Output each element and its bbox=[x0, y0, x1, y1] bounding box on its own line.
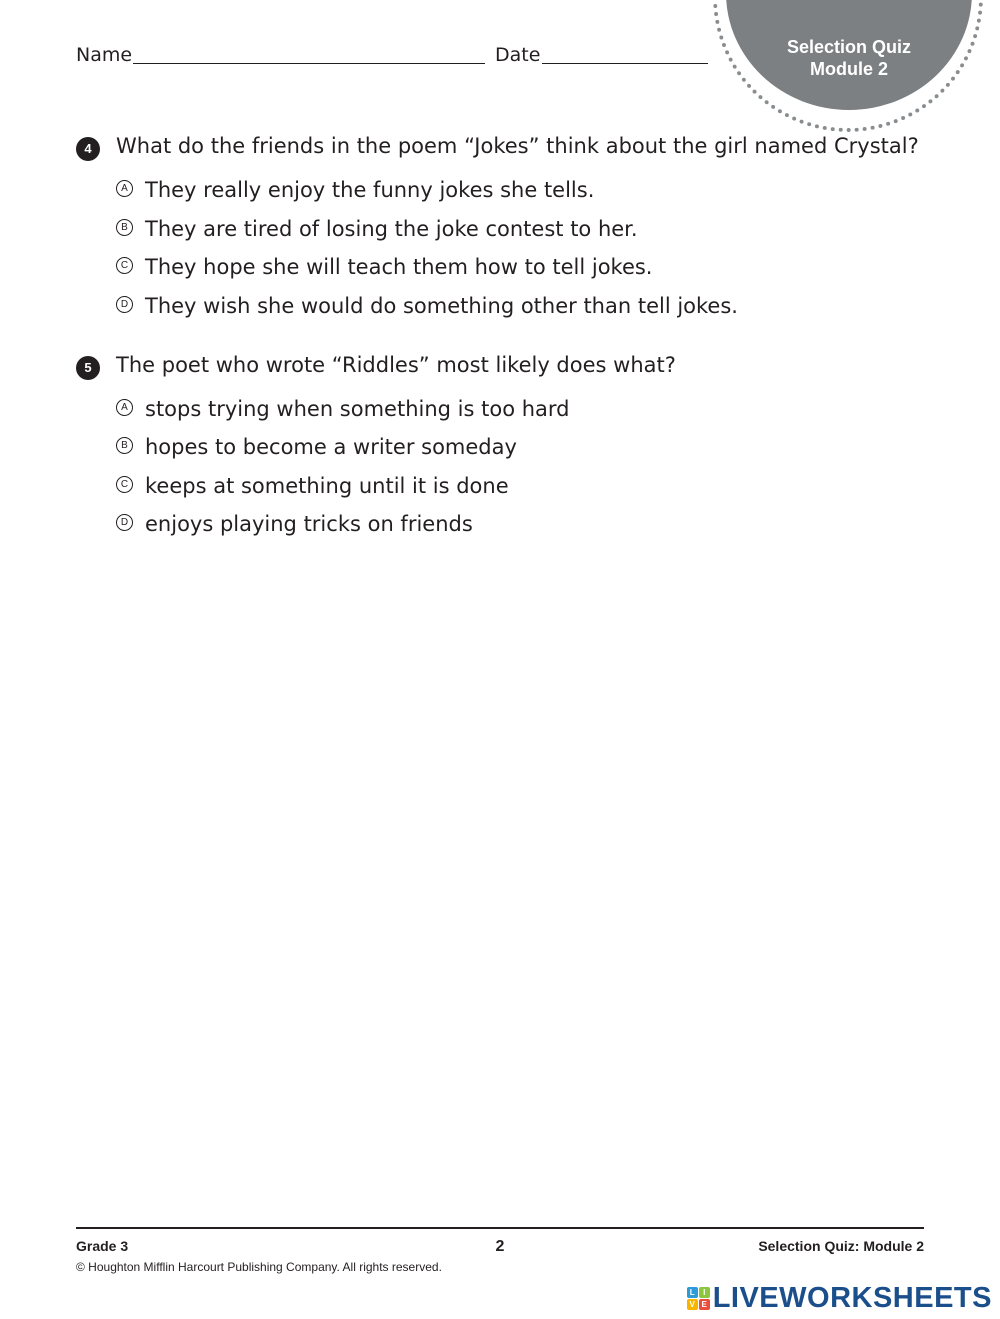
badge-line-2: Module 2 bbox=[809, 59, 888, 79]
option-letter-circle: B bbox=[116, 437, 133, 454]
question-text: The poet who wrote “Riddles” most likely does what? bbox=[116, 353, 676, 377]
answer-option-a[interactable] bbox=[116, 397, 570, 423]
option-text: stops trying when something is too hard bbox=[145, 397, 570, 421]
footer-page-number: 2 bbox=[495, 1238, 505, 1255]
option-letter-circle: B bbox=[116, 219, 133, 236]
option-letter-circle: A bbox=[116, 399, 133, 416]
option-letter-circle: C bbox=[116, 257, 133, 274]
answer-option-b[interactable] bbox=[116, 217, 638, 243]
answer-option-c[interactable] bbox=[116, 474, 509, 500]
question-number-badge: 5 bbox=[76, 356, 100, 380]
question-number-badge: 4 bbox=[76, 137, 100, 161]
answer-option-d[interactable] bbox=[116, 512, 473, 538]
footer-grade: Grade 3 bbox=[76, 1238, 129, 1254]
badge-line-1: Selection Quiz bbox=[786, 37, 912, 57]
copyright-notice: © Houghton Mifflin Harcourt Publishing Company. All rights reserved. bbox=[76, 1260, 442, 1274]
liveworksheets-brand: LIVEWORKSHEETS bbox=[712, 1281, 992, 1314]
logo-tile-v: V bbox=[687, 1299, 698, 1310]
name-line[interactable] bbox=[133, 63, 485, 64]
logo-tile-l: L bbox=[687, 1287, 698, 1298]
answer-option-d[interactable] bbox=[116, 294, 738, 320]
option-text: They are tired of losing the joke contest to her. bbox=[145, 217, 638, 241]
logo-tile-i: I bbox=[699, 1287, 710, 1298]
date-label: Date bbox=[495, 44, 541, 66]
option-letter-circle: D bbox=[116, 296, 133, 313]
footer-title: Selection Quiz: Module 2 bbox=[758, 1238, 924, 1254]
option-text: They really enjoy the funny jokes she tells. bbox=[145, 178, 595, 202]
badge-text bbox=[726, 36, 972, 80]
option-letter-circle: C bbox=[116, 476, 133, 493]
option-text: hopes to become a writer someday bbox=[145, 435, 517, 459]
name-label: Name bbox=[76, 44, 133, 66]
date-line[interactable] bbox=[542, 63, 708, 64]
option-text: keeps at something until it is done bbox=[145, 474, 509, 498]
option-letter-circle: D bbox=[116, 514, 133, 531]
liveworksheets-watermark[interactable] bbox=[687, 1283, 992, 1313]
answer-option-b[interactable] bbox=[116, 435, 517, 461]
option-text: enjoys playing tricks on friends bbox=[145, 512, 473, 536]
footer-divider bbox=[76, 1227, 924, 1229]
liveworksheets-logo-icon bbox=[687, 1287, 710, 1310]
question-text: What do the friends in the poem “Jokes” think about the girl named Crystal? bbox=[116, 134, 919, 158]
option-text: They hope she will teach them how to tell jokes. bbox=[145, 255, 653, 279]
answer-option-a[interactable] bbox=[116, 178, 594, 204]
option-letter-circle: A bbox=[116, 180, 133, 197]
logo-tile-e: E bbox=[699, 1299, 710, 1310]
answer-option-c[interactable] bbox=[116, 255, 653, 281]
option-text: They wish she would do something other than tell jokes. bbox=[145, 294, 738, 318]
